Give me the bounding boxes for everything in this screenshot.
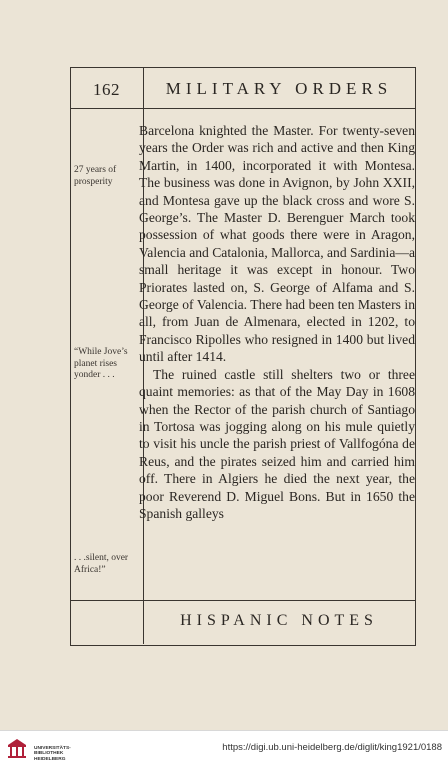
body-text	[139, 122, 415, 522]
paragraph: The ruined castle still shelters two or three quaint memories: as that of the May Day in 1608 when the Rector of the parish church of Santiago in Tortosa was jogging along on his mule quietly to visit his uncle the parish priest of Vallfogóna de Reus, and the pirates seized him and carried him off. There in Algiers he died the next year, the poor Reverend D. Miguel Bons. But in 1650 the Spanish galleys	[139, 366, 415, 521]
paragraph: Barcelona knighted the Master. For twenty-seven years the Order was rich and active and then King Martin, in 1400, incorporated it with Montesa. The business was done in Avignon, by John XXII, and Montesa gave up the black cross and wore S. George’s. The Master D. Berenguer March took possession of what goods there were in Aragon, Valencia and Catalonia, Mallorca, and Sardinia—a small heritage it was except in honour. Two Priorates lasted on, S. George of Alfama and S. George of Valencia. There had been ten Masters in all, from Juan de Almenara, elected in 1202, to Francisco Ripolles who resigned in 1400 but lived until after 1414.	[139, 123, 415, 365]
logo-text: UNIVERSITÄTS- BIBLIOTHEK HEIDELBERG	[34, 746, 71, 762]
viewer-bar	[0, 730, 448, 766]
footer-title: HISPANIC NOTES	[180, 612, 378, 629]
page-number: 162	[93, 80, 120, 99]
margin-note: “While Jove’s planet rises yonder . . .	[74, 347, 128, 380]
margin-note: . . .silent, over Africa!”	[74, 553, 129, 575]
library-seal-icon	[6, 737, 28, 759]
page-url[interactable]: https://digi.ub.uni-heidelberg.de/diglit/king1921/0188	[222, 742, 442, 753]
running-title: MILITARY ORDERS	[165, 79, 393, 98]
footer-rule	[70, 600, 415, 601]
margin-note: 27 years of prosperity	[74, 165, 117, 187]
header-rule	[70, 108, 415, 109]
library-logo[interactable]	[6, 737, 71, 762]
